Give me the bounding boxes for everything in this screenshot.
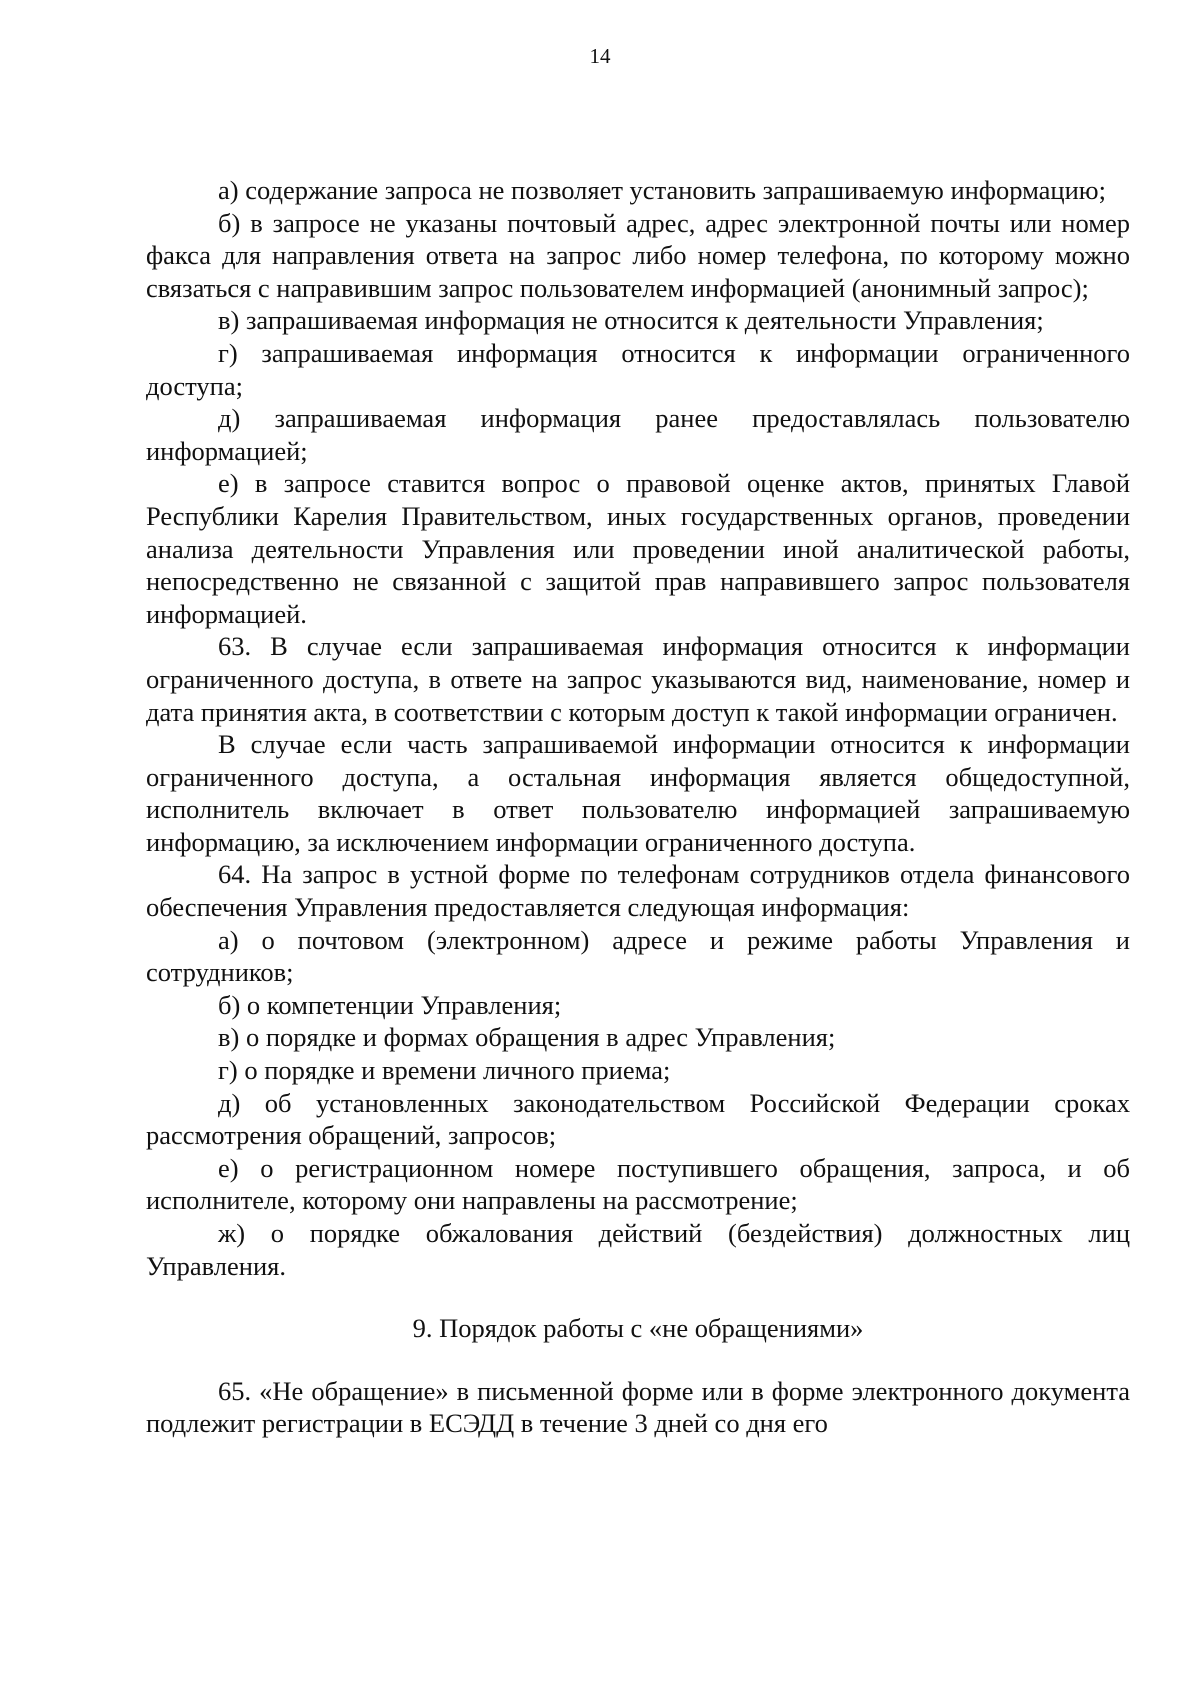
item-v-not-related: в) запрашиваемая информация не относится к деятельности Управления;	[218, 305, 1044, 336]
clause-64-item-a: а) о почтовом (электронном) адресе и режиме работы Управления и сотрудников;	[146, 924, 1130, 988]
clause-63: 63. В случае если запрашиваемая информация относится к информации ограниченного доступа, в ответе на запрос указываются вид, наименование, номер и дата принятия акта, в соответствии с которым доступ к такой информации ограничен.	[146, 631, 1130, 727]
clause-64-item-e: е) о регистрационном номере поступившего обращения, запроса, и об исполнителе, которому они направлены на рассмотрение;	[146, 1152, 1130, 1216]
document-body	[146, 174, 1130, 1440]
clause-64-item-zh: ж) о порядке обжалования действий (бездействия) должностных лиц Управления.	[146, 1218, 1130, 1281]
clause-65: 65. «Не обращение» в письменной форме или в форме электронного документа подлежит регистрации в ЕСЭДД в течение 3 дней со дня его	[146, 1375, 1130, 1439]
clause-64: 64. На запрос в устной форме по телефонам сотрудников отдела финансового обеспечения Управления предоставляется следующая информация:	[146, 859, 1130, 923]
item-b-anonymous-request: б) в запросе не указаны почтовый адрес, адрес электронной почты или номер факса для направления ответа на запрос либо номер телефона, по которому можно связаться с направившим запрос пользователем информацией (анонимный запрос);	[146, 207, 1130, 303]
item-d-previously-provided: д) запрашиваемая информация ранее предоставлялась пользователю информацией;	[146, 403, 1130, 466]
item-g-restricted-access: г) запрашиваемая информация относится к информации ограниченного доступа;	[146, 337, 1130, 401]
clause-64-item-v: в) о порядке и формах обращения в адрес Управления;	[218, 1022, 836, 1053]
item-e-legal-assessment: е) в запросе ставится вопрос о правовой оценке актов, принятых Главой Республики Карелия Правительством, иных государственных органов, проведении анализа деятельности Управления или проведении иной аналитической работы, непосредственно не связанной с защитой прав направившего запрос пользователя информацией.	[146, 468, 1130, 629]
clause-64-item-b: б) о компетенции Управления;	[218, 989, 562, 1020]
clause-64-item-g: г) о порядке и времени личного приема;	[218, 1055, 671, 1086]
item-a-request-content: а) содержание запроса не позволяет установить запрашиваемую информацию;	[218, 175, 1106, 205]
clause-64-item-d: д) об установленных законодательством Российской Федерации сроках рассмотрения обращений, запросов;	[146, 1087, 1130, 1151]
page-number: 14	[589, 44, 611, 68]
clause-63-partial: В случае если часть запрашиваемой информации относится к информации ограниченного доступа, а остальная информация является общедоступной, исполнитель включает в ответ пользователю информацией запрашиваемую информацию, за исключением информации ограниченного доступа.	[146, 729, 1130, 857]
section-heading: 9. Порядок работы с «не обращениями»	[412, 1313, 864, 1344]
